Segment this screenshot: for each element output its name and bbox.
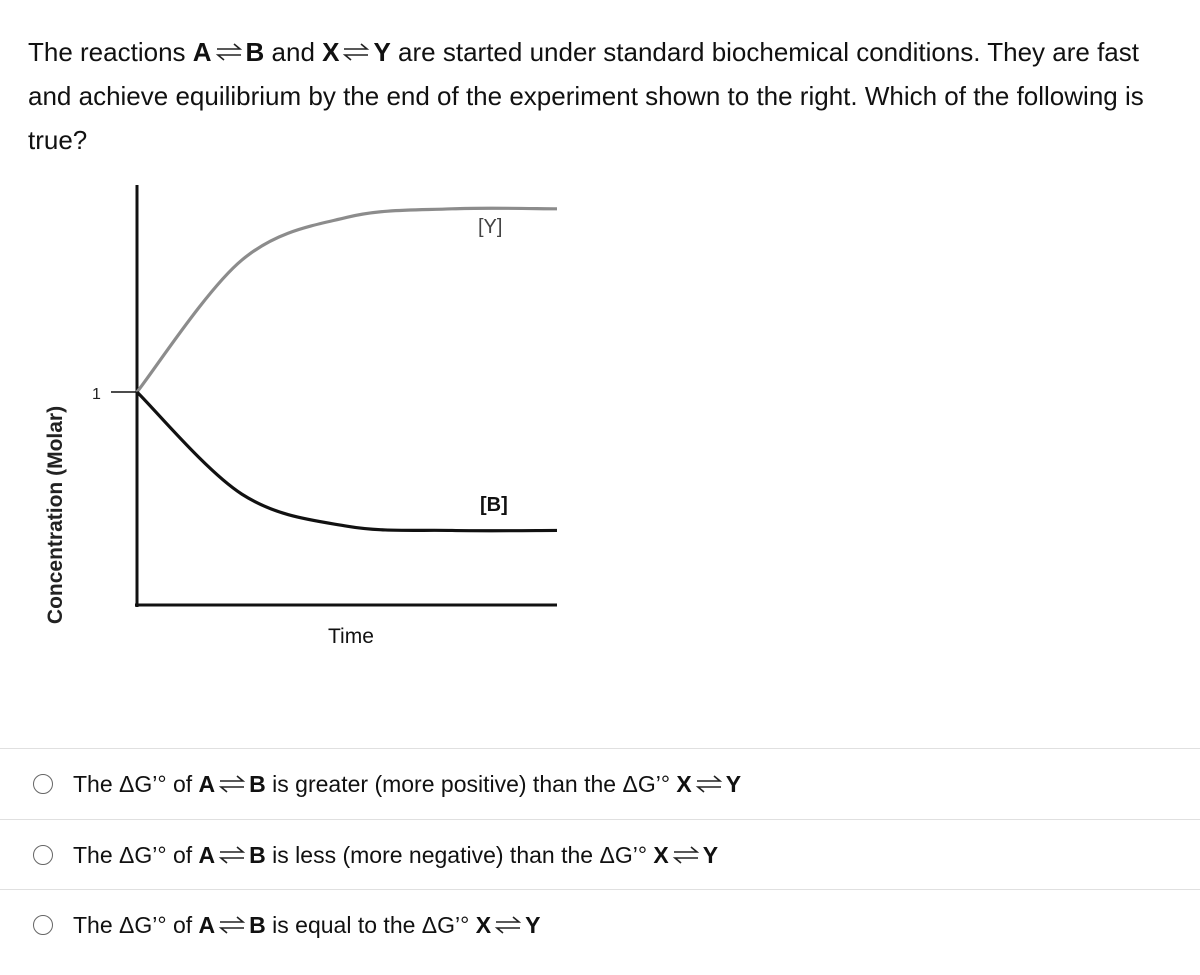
equilibrium-arrows-icon	[671, 846, 701, 864]
option-pre: The ΔG’° of	[73, 771, 199, 797]
option-pre: The ΔG’° of	[73, 842, 199, 868]
y-tick-label-1: 1	[92, 386, 101, 403]
radio-button[interactable]	[33, 845, 53, 865]
option-text	[73, 769, 741, 799]
equilibrium-arrows-icon	[214, 43, 244, 61]
equilibrium-arrows-icon	[493, 916, 523, 934]
equilibrium-arrows-icon	[217, 775, 247, 793]
product-b: B	[249, 771, 266, 797]
option-text	[73, 840, 718, 870]
product-y: Y	[725, 771, 742, 797]
equilibrium-arrows-icon	[694, 775, 724, 793]
radio-button[interactable]	[33, 915, 53, 935]
product-y: Y	[373, 37, 391, 67]
reactant-x: X	[475, 912, 492, 938]
radio-button[interactable]	[33, 774, 53, 794]
reactant-a: A	[198, 912, 216, 938]
option-mid: is greater (more positive) than the ΔG’°	[265, 771, 677, 797]
series-label-b: [B]	[480, 494, 508, 516]
equilibrium-arrows-icon	[217, 846, 247, 864]
reactant-a: A	[198, 771, 216, 797]
series-label-y: [Y]	[478, 216, 503, 238]
question-rest: are started under standard biochemical conditions. They are fast and achieve equilibrium by the end of the experiment shown to the right. Which of the following is true?	[28, 37, 1144, 155]
equilibrium-arrows-icon	[341, 43, 371, 61]
question-text	[28, 30, 1188, 162]
reactant-a: A	[192, 37, 212, 67]
reactant-x: X	[653, 842, 669, 868]
x-axis-label: Time	[328, 625, 374, 648]
option-text	[73, 910, 540, 940]
option-pre: The ΔG’° of	[73, 912, 199, 938]
answer-option-2[interactable]	[0, 819, 1200, 890]
concentration-time-chart	[0, 170, 620, 670]
product-y: Y	[702, 842, 719, 868]
reactant-x: X	[676, 771, 692, 797]
reactant-x: X	[322, 37, 340, 67]
product-b: B	[249, 912, 266, 938]
product-y: Y	[525, 912, 541, 938]
y-axis-label: Concentration (Molar)	[44, 405, 67, 625]
answer-option-1[interactable]	[0, 748, 1200, 819]
question-seg1: The reactions	[28, 37, 193, 67]
reactant-a: A	[198, 842, 216, 868]
answer-option-3[interactable]	[0, 889, 1200, 960]
equilibrium-arrows-icon	[217, 916, 247, 934]
question-and: and	[264, 37, 323, 67]
product-b: B	[245, 37, 265, 67]
product-b: B	[249, 842, 266, 868]
option-mid: is equal to the ΔG’°	[265, 912, 476, 938]
option-mid: is less (more negative) than the ΔG’°	[265, 842, 654, 868]
